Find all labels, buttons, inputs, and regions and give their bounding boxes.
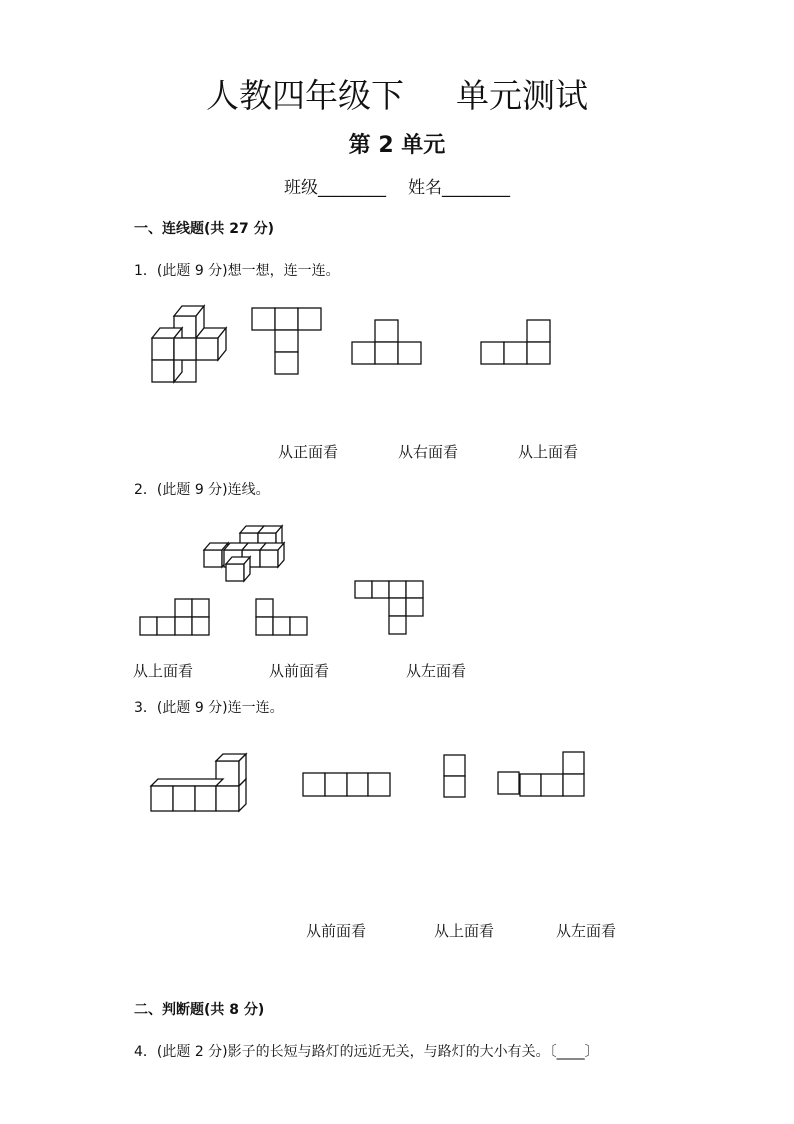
- section-2-heading: 二、判断题(共 8 分): [134, 1002, 265, 1018]
- q1-label-right: 从右面看: [398, 443, 459, 461]
- q1-view-right-top: [480, 319, 552, 365]
- class-field[interactable]: 班级________: [284, 178, 386, 198]
- title-grade: 人教四年级下: [206, 76, 404, 115]
- q1-label-top: 从上面看: [518, 443, 579, 461]
- question-2-text: 2．(此题 9 分)连线。: [134, 482, 270, 498]
- q3-label-left: 从左面看: [556, 922, 617, 940]
- q2-view-left: [139, 598, 211, 636]
- q2-label-left: 从左面看: [406, 662, 467, 680]
- name-field[interactable]: 姓名________: [408, 178, 510, 198]
- q3-view-step: [497, 751, 587, 799]
- page-title: [0, 70, 794, 117]
- student-info: [0, 173, 794, 198]
- q3-label-front: 从前面看: [306, 922, 367, 940]
- question-1-text: 1．(此题 9 分)想一想，连一连。: [134, 263, 340, 279]
- unit-heading: 第 2 单元: [348, 133, 446, 158]
- q3-view-column: [443, 754, 467, 798]
- title-test: 单元测试: [456, 76, 588, 115]
- q2-label-front: 从前面看: [269, 662, 330, 680]
- q3-cube-solid: [150, 752, 250, 814]
- q1-view-t-shape: [251, 307, 323, 375]
- question-3-text: 3．(此题 9 分)连一连。: [134, 700, 284, 716]
- q2-view-middle: [255, 598, 311, 636]
- q3-view-row: [302, 772, 392, 798]
- q1-cube-solid: [148, 302, 234, 384]
- question-4-text: 4．(此题 2 分)影子的长短与路灯的远近无关，与路灯的大小有关。〔____〕: [134, 1044, 599, 1060]
- q2-label-top: 从上面看: [133, 662, 194, 680]
- q3-label-top: 从上面看: [434, 922, 495, 940]
- q1-view-center-top: [351, 319, 423, 365]
- q2-view-right: [354, 580, 426, 636]
- q1-label-front: 从正面看: [278, 443, 339, 461]
- section-1-heading: 一、连线题(共 27 分): [134, 221, 275, 237]
- q2-cube-solid: [202, 524, 282, 582]
